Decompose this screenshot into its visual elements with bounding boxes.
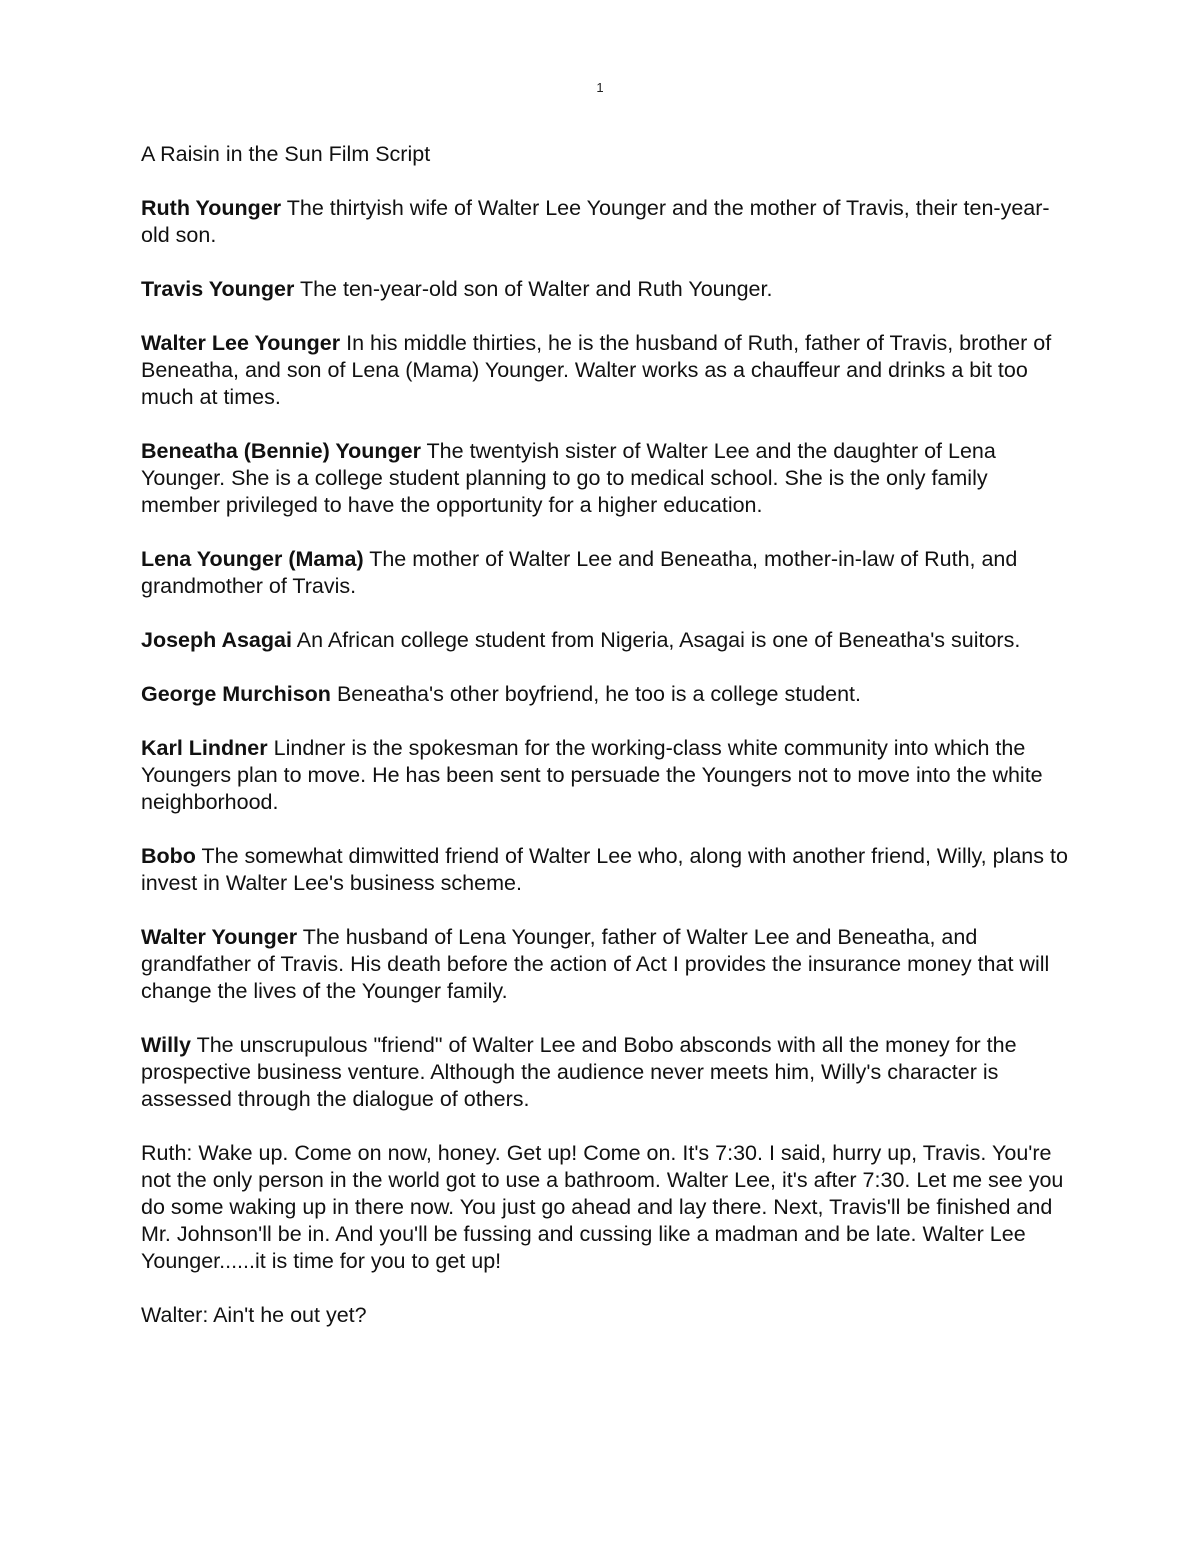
page-number: 1 — [596, 80, 604, 95]
character-name: Bobo — [141, 844, 196, 868]
character-description: Lindner is the spokesman for the working-class white community into which the Youngers plan to move. He has been sent to persuade the Youngers not to move into the white neighborhood. — [141, 736, 1043, 814]
character-name: Ruth Younger — [141, 196, 282, 220]
character-entry — [141, 843, 1071, 897]
character-description: An African college student from Nigeria, Asagai is one of Beneatha's suitors. — [296, 628, 1021, 652]
character-entry — [141, 924, 1071, 1005]
character-name: Walter Lee Younger — [141, 331, 341, 355]
character-description: The unscrupulous "friend" of Walter Lee and Bobo absconds with all the money for the prospective business venture. Although the audience never meets him, Willy's character is assessed through the dialogue of others. — [141, 1033, 1017, 1111]
character-entry — [141, 735, 1071, 816]
character-entry — [141, 1032, 1071, 1113]
character-name: Joseph Asagai — [141, 628, 292, 652]
character-name: Travis Younger — [141, 277, 295, 301]
character-description: The husband of Lena Younger, father of Walter Lee and Beneatha, and grandfather of Travis. His death before the action of Act I provides the insurance money that will change the lives of the Younger family. — [141, 925, 1050, 1003]
character-entry — [141, 195, 1071, 249]
dialogue-line: Ruth: Wake up. Come on now, honey. Get up! Come on. It's 7:30. I said, hurry up, Travis. You're not the only person in the world got to use a bathroom. Walter Lee, it's after 7:30. Let me see you do some waking up in there now. You just go ahead and lay there. Next, Travis'll be finished and Mr. Johnson'll be in. And you'll be fussing and cussing like a madman and be late. Walter Lee Younger......it is time for you to get up! — [141, 1141, 1064, 1273]
character-description: Beneatha's other boyfriend, he too is a college student. — [336, 682, 861, 706]
character-description: In his middle thirties, he is the husband of Ruth, father of Travis, brother of Beneatha, and son of Lena (Mama) Younger. Walter works as a chauffeur and drinks a bit too much at times. — [141, 331, 1052, 409]
character-entry — [141, 627, 1071, 654]
character-description: The twentyish sister of Walter Lee and the daughter of Lena Younger. She is a college student planning to go to medical school. She is the only family member privileged to have the opportunity for a higher education. — [141, 439, 996, 517]
character-name: Lena Younger (Mama) — [141, 547, 364, 571]
character-entry — [141, 438, 1071, 519]
character-name: Walter Younger — [141, 925, 298, 949]
character-description: The thirtyish wife of Walter Lee Younger and the mother of Travis, their ten-year-old son. — [141, 196, 1050, 247]
character-name: George Murchison — [141, 682, 331, 706]
character-description: The ten-year-old son of Walter and Ruth Younger. — [299, 277, 773, 301]
character-description: The somewhat dimwitted friend of Walter Lee who, along with another friend, Willy, plans to invest in Walter Lee's business scheme. — [141, 844, 1068, 895]
character-name: Beneatha (Bennie) Younger — [141, 439, 421, 463]
character-entry — [141, 546, 1071, 600]
character-entry — [141, 276, 1071, 303]
character-entry — [141, 330, 1071, 411]
dialogue-line: Walter: Ain't he out yet? — [141, 1303, 367, 1327]
document-body — [141, 141, 1071, 1356]
character-description: The mother of Walter Lee and Beneatha, mother-in-law of Ruth, and grandmother of Travis. — [141, 547, 1018, 598]
dialogue-section — [141, 1140, 1071, 1329]
character-name: Willy — [141, 1033, 191, 1057]
document-title: A Raisin in the Sun Film Script — [141, 142, 431, 166]
character-entry — [141, 681, 1071, 708]
character-name: Karl Lindner — [141, 736, 268, 760]
